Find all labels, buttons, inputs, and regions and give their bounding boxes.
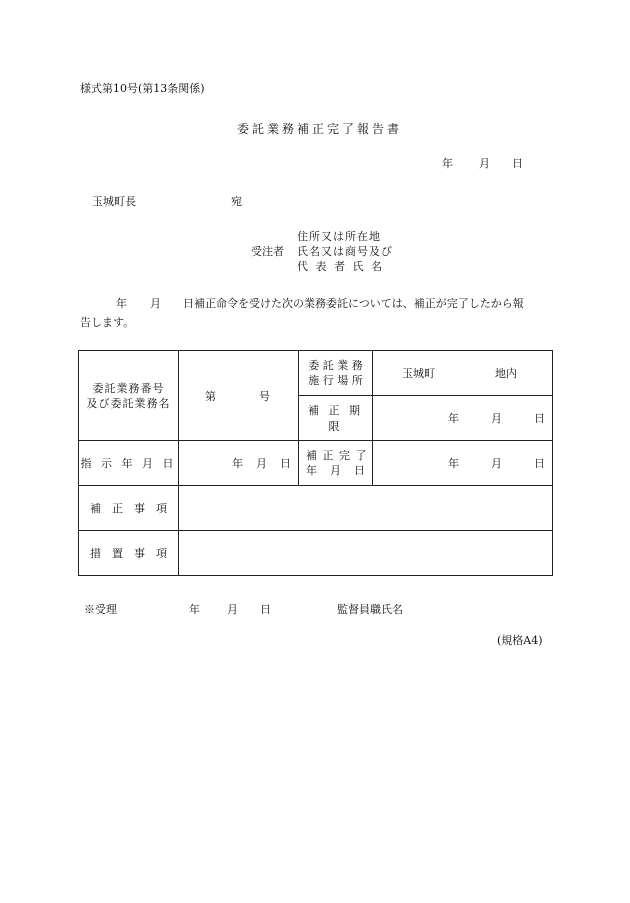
instruction-year: 年 (232, 457, 243, 470)
location-town: 玉城町 (402, 367, 435, 380)
completion-year: 年 (448, 457, 459, 470)
report-table (78, 350, 553, 576)
completion-label-line-1: 補 正 完 了 (306, 449, 368, 462)
period-day: 日 (534, 412, 545, 425)
location-area: 地内 (495, 367, 517, 380)
body-year: 年 (116, 297, 127, 310)
contract-number-prefix: 第 (205, 389, 216, 403)
items-label: 補 正 事 項 (79, 486, 179, 531)
period-year: 年 (448, 412, 459, 425)
paper-size-note: (規格A4) (497, 634, 543, 647)
completion-label-line-2: 年 月 日 (306, 464, 366, 477)
location-label-line-1: 委 託 業 務 (308, 359, 363, 372)
completion-date-cell (373, 441, 553, 486)
location-value-cell (373, 351, 553, 396)
table-row-instruction (79, 441, 553, 486)
instruction-date-cell (179, 441, 299, 486)
measures-label: 措 置 事 項 (79, 531, 179, 576)
contract-number-cell (179, 351, 299, 441)
period-value-cell (373, 396, 553, 441)
instruction-month: 月 (256, 457, 267, 470)
period-label: 補 正 期 限 (299, 396, 373, 441)
receipt-day: 日 (260, 603, 271, 616)
contractor-role: 受注者 (251, 245, 284, 258)
body-text-line-2: 告します。 (80, 316, 135, 329)
receipt-label: ※受理 (84, 603, 117, 616)
contract-label-line-1: 委託業務番号 (92, 381, 165, 395)
contractor-address-label: 住所又は所在地 (297, 230, 381, 243)
form-number-label: 様式第10号(第13条関係) (80, 82, 205, 95)
contract-number-suffix: 号 (259, 389, 270, 403)
date-year: 年 (442, 157, 453, 170)
contract-label-cell (79, 351, 179, 441)
body-text-line-1: 日補正命令を受けた次の業務委託については、補正が完了したから報 (183, 297, 524, 310)
completion-month: 月 (491, 457, 502, 470)
items-value-cell (179, 486, 553, 531)
supervisor-label: 監督員職氏名 (337, 603, 403, 616)
measures-value-cell (179, 531, 553, 576)
addressee-honorific: 宛 (231, 195, 242, 208)
contractor-name-label-2: 代 表 者 氏 名 (297, 260, 384, 273)
form-title: 委託業務補正完了報告書 (237, 122, 403, 136)
body-month: 月 (150, 297, 161, 310)
receipt-year: 年 (189, 603, 200, 616)
addressee-name: 玉城町長 (92, 195, 136, 208)
completion-label-cell (299, 441, 373, 486)
instruction-label: 指 示 年 月 日 (79, 441, 179, 486)
contractor-name-label-1: 氏名又は商号及び (297, 245, 393, 258)
period-month: 月 (491, 412, 502, 425)
instruction-day: 日 (280, 457, 291, 470)
table-row-items (79, 486, 553, 531)
location-label-cell (299, 351, 373, 396)
contract-label-line-2: 及び委託業務名 (86, 396, 171, 410)
table-row-contract (79, 351, 553, 396)
completion-day: 日 (534, 457, 545, 470)
date-day: 日 (512, 157, 523, 170)
location-label-line-2: 施 行 場 所 (308, 374, 363, 387)
date-month: 月 (479, 157, 490, 170)
table-row-measures (79, 531, 553, 576)
receipt-month: 月 (227, 603, 238, 616)
